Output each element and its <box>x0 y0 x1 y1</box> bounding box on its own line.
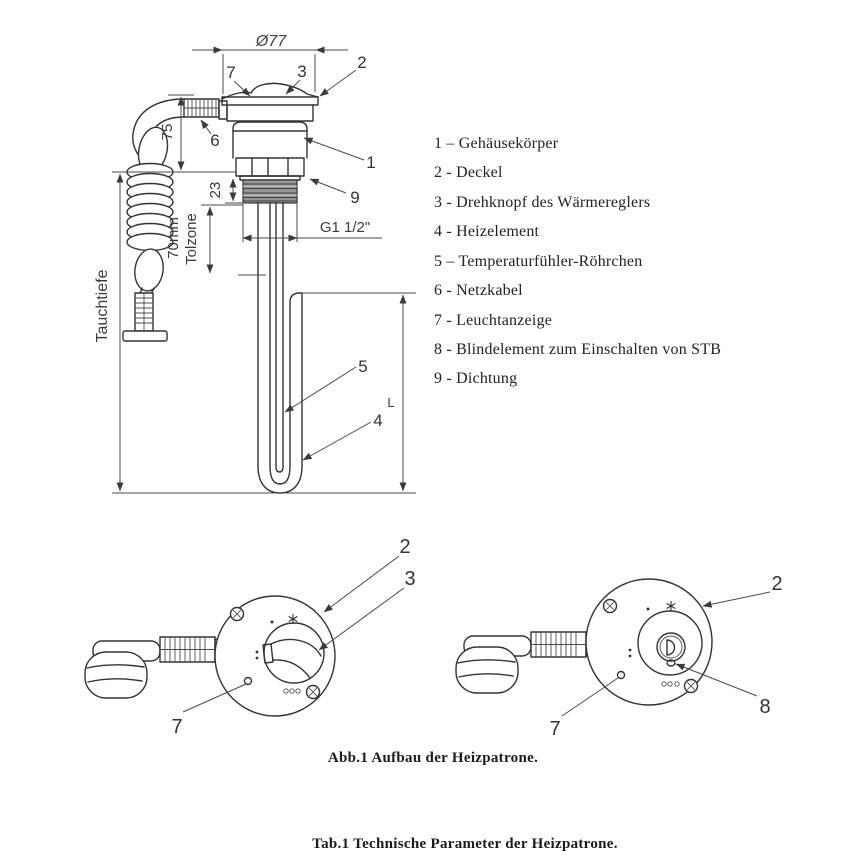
dim-thread-label: G1 1/2" <box>319 219 371 236</box>
scale-dot <box>256 651 259 654</box>
screw-icon <box>231 608 244 621</box>
dim-tolerance-zone <box>165 205 266 275</box>
dim-75-label: 75 <box>159 123 176 141</box>
callout-2-label: 2 <box>399 536 411 558</box>
housing-body <box>233 122 307 180</box>
legend-item-4: 4 - Heizelement <box>434 223 540 240</box>
dim-thread <box>243 204 382 242</box>
heating-element-tubes <box>258 203 302 493</box>
power-plug-left <box>85 637 222 698</box>
legend <box>434 135 721 387</box>
scale-dot <box>271 621 274 624</box>
dim-diameter-label: Ø77 <box>255 33 287 50</box>
scale-dot <box>629 655 632 658</box>
callout-2-label: 2 <box>357 53 367 72</box>
table-caption: Tab.1 Technische Parameter der Heizpatrone. <box>312 836 618 852</box>
callout-3-label: 3 <box>404 568 416 590</box>
dim-tauchtiefe-label: Tauchtiefe <box>94 269 111 343</box>
legend-item-2: 2 - Deckel <box>434 164 503 181</box>
legend-item-3: 3 - Drehknopf des Wärmereglers <box>434 194 651 211</box>
legend-item-5: 5 – Temperaturfühler-Röhrchen <box>434 253 643 270</box>
legend-item-6: 6 - Netzkabel <box>434 282 523 299</box>
dim-tol-label-2: Tolzone <box>183 213 200 265</box>
legend-item-8: 8 - Blindelement zum Einschalten von STB <box>434 341 722 358</box>
callout-9-label: 9 <box>350 188 360 207</box>
main-callouts <box>201 53 383 460</box>
callout-7-label: 7 <box>171 716 183 738</box>
callout-4-label: 4 <box>373 411 383 430</box>
callout-3-label: 3 <box>297 62 307 81</box>
top-view-with-knob <box>85 536 416 738</box>
top-view-without-knob <box>456 573 783 740</box>
dim-immersion-depth <box>94 174 120 491</box>
callout-7-label: 7 <box>549 718 561 740</box>
gasket <box>240 176 300 180</box>
callout-2-label: 2 <box>771 573 783 595</box>
dim-diameter <box>192 33 348 94</box>
dim-23-label: 23 <box>207 181 224 199</box>
power-plug-right <box>456 632 593 693</box>
main-assembly-drawing <box>94 33 416 493</box>
dim-element-length <box>112 293 416 493</box>
legend-item-1: 1 – Gehäusekörper <box>434 135 559 152</box>
screw-icon <box>604 600 617 613</box>
figure-caption: Abb.1 Aufbau der Heizpatrone. <box>327 750 539 766</box>
screw-icon <box>685 680 698 693</box>
callout-5-label: 5 <box>358 357 368 376</box>
threaded-neck <box>243 180 297 203</box>
dim-23 <box>207 179 247 203</box>
scale-dot <box>647 608 650 611</box>
callout-6-label: 6 <box>210 131 220 150</box>
callout-7-label: 7 <box>226 63 236 82</box>
callout-1-label: 1 <box>366 153 376 172</box>
screw-icon <box>307 686 320 699</box>
scale-dot <box>256 657 259 660</box>
sensor-tube <box>276 203 283 472</box>
dim-tol-label-1: 70mm <box>165 217 182 259</box>
scale-dot <box>629 649 632 652</box>
plug-end <box>123 331 167 341</box>
callout-8-label: 8 <box>759 696 771 718</box>
cap-section <box>222 83 318 121</box>
legend-item-9: 9 - Dichtung <box>434 370 518 387</box>
dim-length-label: L <box>387 395 395 410</box>
legend-item-7: 7 - Leuchtanzeige <box>434 312 553 329</box>
cable-gland <box>184 99 227 119</box>
